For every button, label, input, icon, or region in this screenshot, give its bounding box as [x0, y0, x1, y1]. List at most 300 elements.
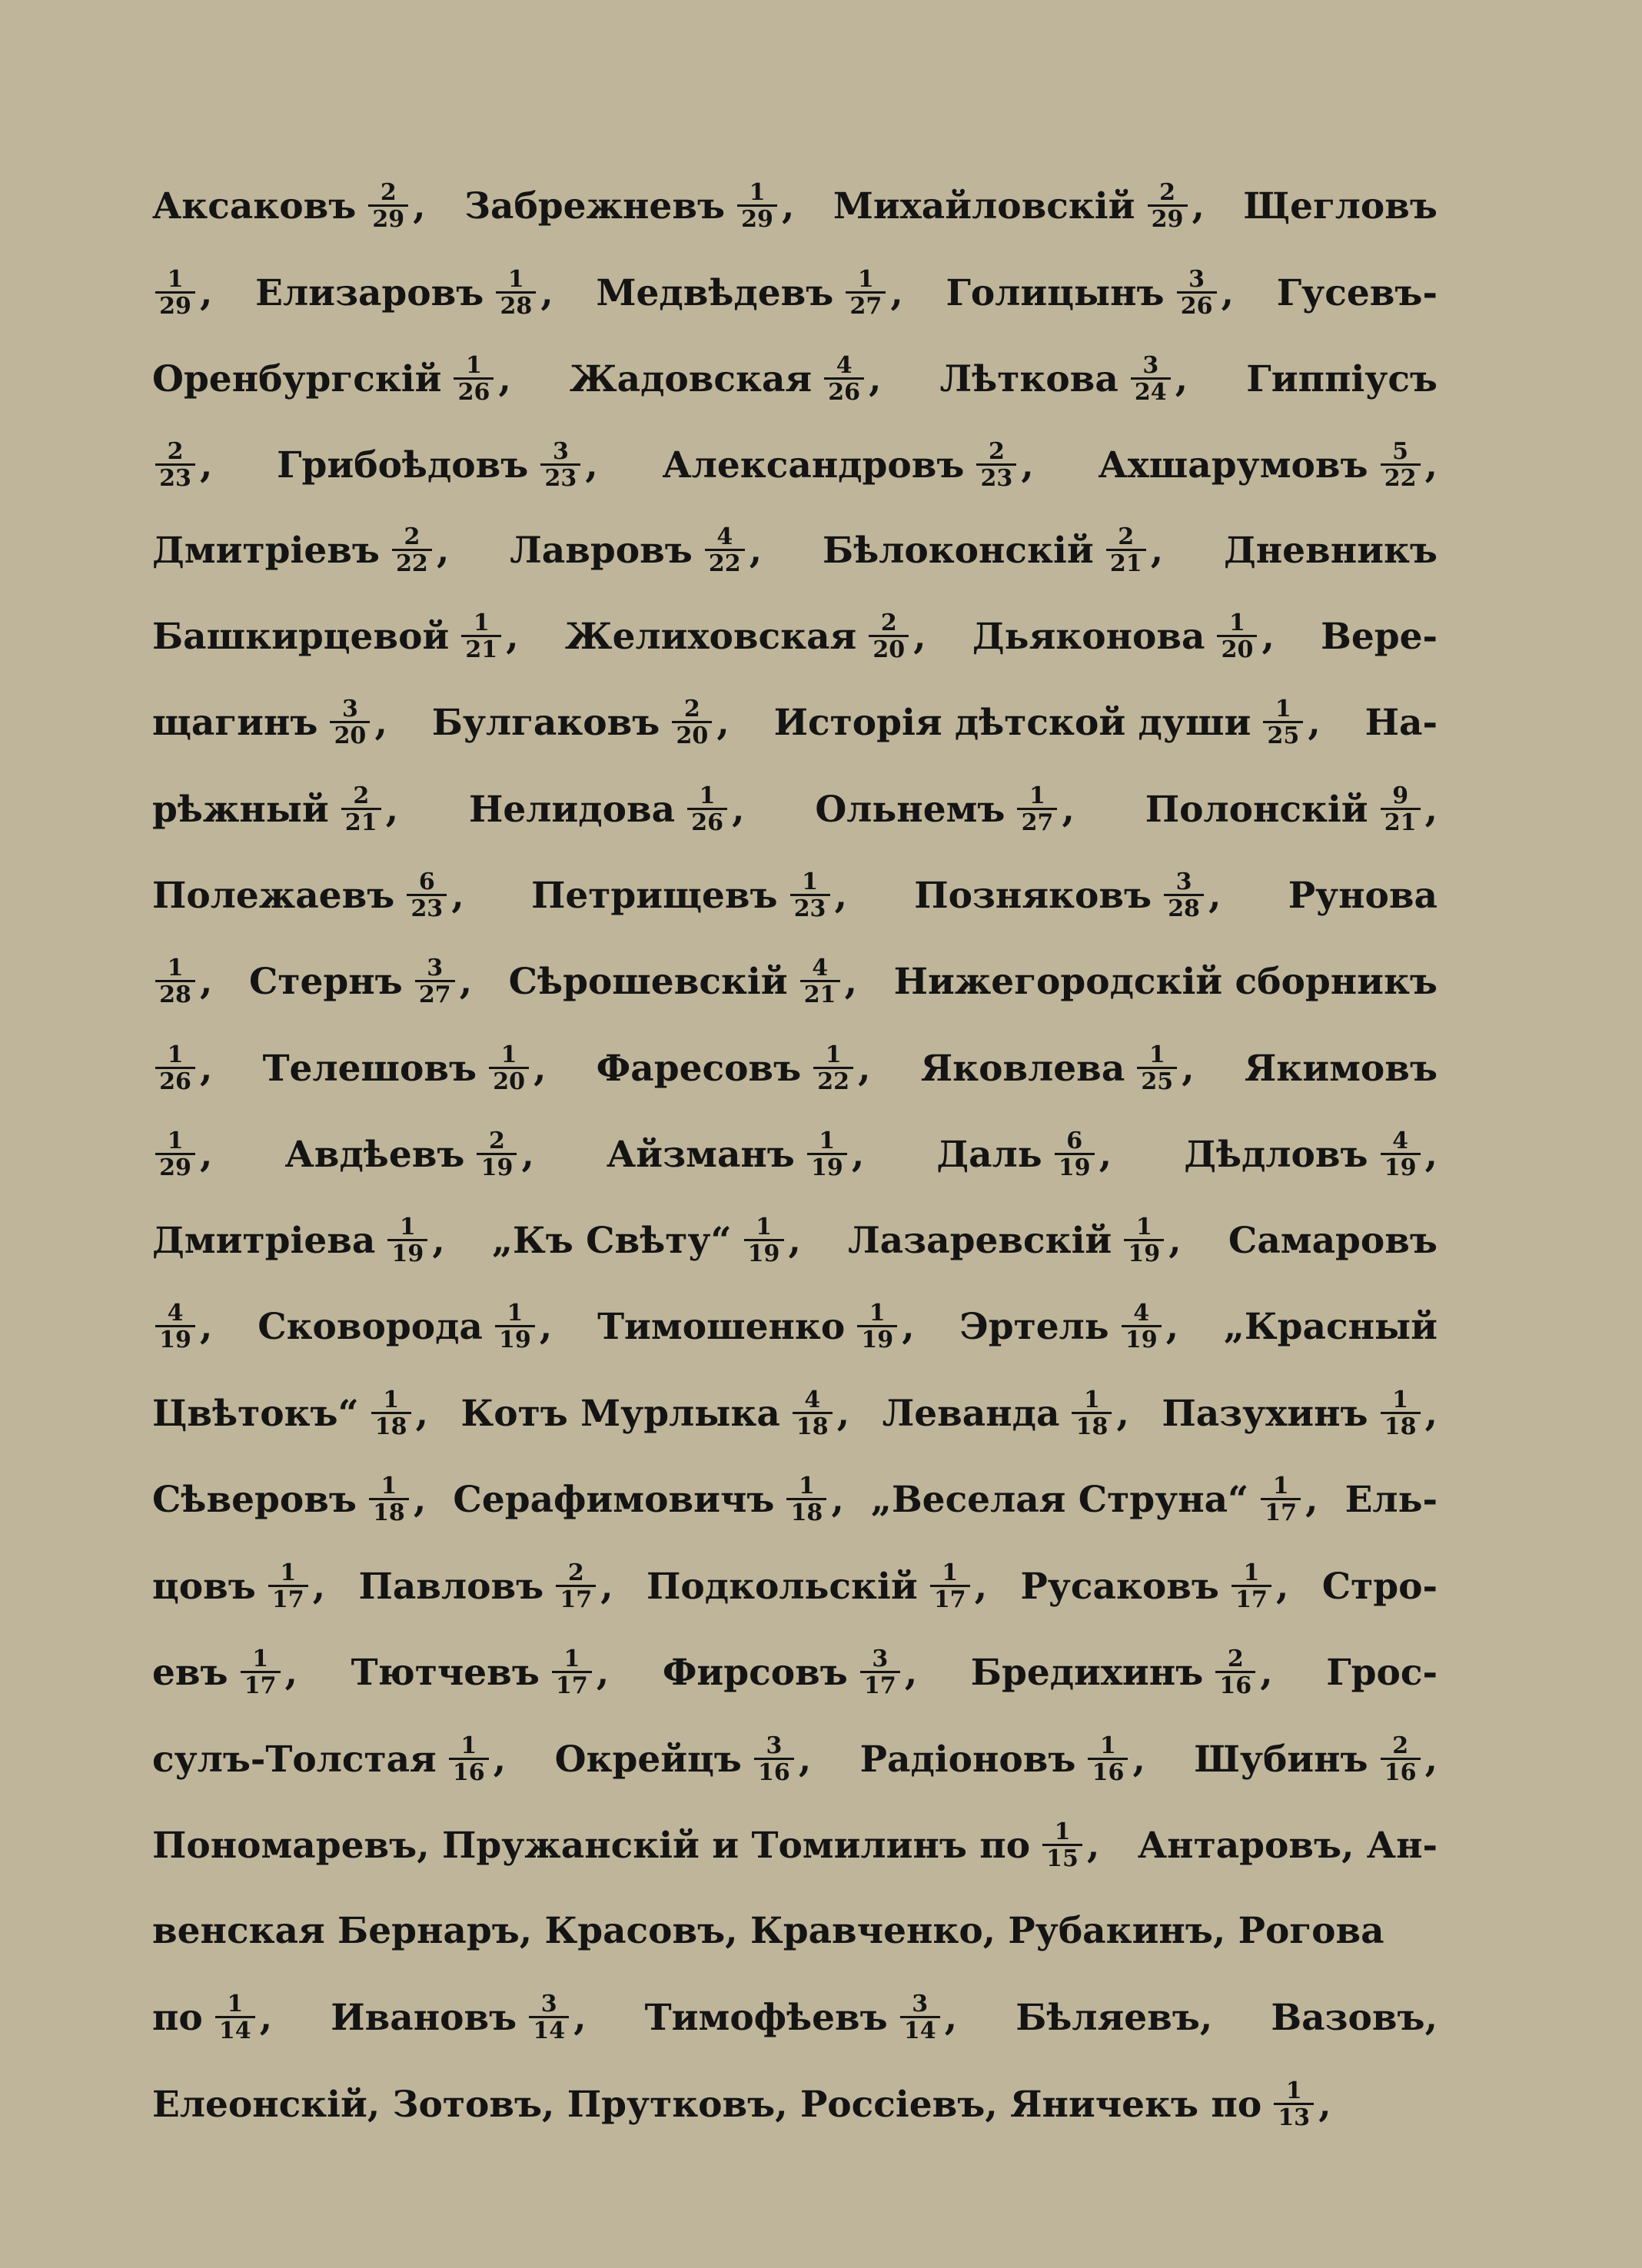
fraction-numerator: 2	[1381, 1735, 1421, 1760]
punctuation: ,	[1424, 443, 1438, 486]
entry	[460, 1386, 850, 1440]
fraction-denominator: 19	[391, 1240, 424, 1267]
entry	[464, 178, 795, 233]
punctuation: ,	[904, 1651, 918, 1694]
fraction	[790, 868, 830, 922]
fraction-numerator: 3	[540, 440, 580, 466]
fraction-denominator: 19	[861, 1326, 894, 1353]
entry	[939, 351, 1188, 406]
fraction	[1072, 1386, 1112, 1440]
entry-name: Елизаровъ	[255, 271, 484, 314]
fraction	[415, 954, 455, 1008]
fraction	[449, 1732, 489, 1786]
punctuation: ,	[259, 1996, 273, 2039]
entry	[1322, 1566, 1438, 1608]
fraction-denominator: 26	[828, 378, 861, 406]
fraction-numerator: 3	[529, 1993, 569, 2018]
entry	[152, 1213, 445, 1267]
entry	[510, 523, 763, 577]
entry	[946, 265, 1234, 320]
entry	[1194, 1732, 1438, 1786]
fraction	[268, 1559, 308, 1613]
fraction-denominator: 16	[1384, 1758, 1417, 1786]
punctuation: ,	[974, 1565, 988, 1608]
fraction-denominator: 21	[1384, 809, 1417, 836]
entry	[1245, 1048, 1438, 1090]
fraction-numerator: 1	[1137, 1044, 1177, 1069]
entry-name: Полонскій	[1145, 788, 1368, 831]
entry	[1271, 1997, 1438, 2039]
fraction-denominator: 14	[903, 2017, 936, 2044]
fraction	[155, 1299, 195, 1353]
punctuation: ,	[539, 1305, 553, 1348]
fraction-numerator: 1	[790, 871, 830, 896]
entry	[1224, 1306, 1438, 1348]
fraction	[813, 1041, 853, 1095]
fraction-numerator: 1	[241, 1648, 281, 1673]
entry-name: Шубинъ	[1194, 1738, 1368, 1781]
fraction	[392, 523, 432, 577]
entry-name: Самаровъ	[1228, 1219, 1438, 1262]
fraction-numerator: 2	[976, 440, 1016, 466]
fraction-numerator: 1	[786, 1475, 826, 1500]
entry-name: Стро-	[1321, 1565, 1438, 1608]
punctuation: ,	[1099, 1133, 1112, 1176]
entry	[152, 1472, 427, 1526]
entry	[258, 1299, 553, 1353]
entry	[152, 1559, 326, 1613]
entry-name: Даль	[936, 1133, 1042, 1176]
fraction-numerator: 4	[705, 526, 745, 551]
entry-name: Исторія дѣтской души	[773, 701, 1251, 744]
entry-name: Пономаревъ, Пружанскій и Томилинъ по	[152, 1824, 1031, 1867]
fraction	[786, 1472, 826, 1526]
entry	[255, 265, 553, 320]
fraction	[155, 1127, 195, 1181]
punctuation: ,	[1192, 184, 1205, 227]
fraction-denominator: 25	[1141, 1068, 1174, 1095]
fraction-denominator: 28	[500, 292, 533, 320]
punctuation: ,	[749, 529, 763, 572]
punctuation: ,	[1275, 1565, 1289, 1608]
punctuation: ,	[498, 357, 511, 400]
entry-name: Стернъ	[248, 960, 403, 1003]
fraction	[1381, 782, 1421, 836]
entry	[1345, 1479, 1438, 1521]
entry	[152, 695, 387, 749]
fraction-numerator: 2	[477, 1130, 517, 1155]
fraction-denominator: 19	[159, 1326, 191, 1353]
entry	[152, 1645, 297, 1699]
punctuation: ,	[851, 1133, 865, 1176]
fraction-numerator: 1	[813, 1044, 853, 1069]
fraction	[489, 1041, 529, 1095]
entry	[351, 1645, 610, 1699]
fraction-numerator: 1	[687, 785, 727, 810]
entry	[152, 265, 213, 320]
fraction	[371, 1386, 411, 1440]
fraction	[1274, 2077, 1314, 2131]
entry	[564, 609, 926, 663]
entry-name: Бредихинъ	[970, 1651, 1204, 1694]
punctuation: ,	[1175, 357, 1188, 400]
fraction-numerator: 4	[155, 1302, 195, 1327]
entry	[959, 1299, 1179, 1353]
entry-name: Русаковъ	[1020, 1565, 1219, 1608]
fraction-numerator: 1	[496, 268, 536, 294]
entry-name: Желиховская	[564, 615, 857, 658]
entry-name: Котъ Мурлыка	[460, 1392, 780, 1435]
entry-name: Вазовъ,	[1271, 1996, 1438, 2039]
fraction-numerator: 1	[369, 1475, 409, 1500]
fraction	[215, 1990, 255, 2044]
entry	[284, 1127, 534, 1181]
fraction	[1088, 1732, 1128, 1786]
entry-name: Сковорода	[258, 1305, 483, 1348]
entry	[596, 265, 903, 320]
punctuation: ,	[944, 1996, 958, 2039]
punctuation: ,	[533, 1047, 547, 1090]
fraction-denominator: 21	[803, 981, 836, 1008]
punctuation: ,	[1087, 1824, 1100, 1867]
entry	[1288, 875, 1438, 917]
fraction	[807, 1127, 847, 1181]
fraction	[1106, 523, 1146, 577]
entry	[152, 1386, 428, 1440]
fraction-denominator: 21	[465, 636, 498, 663]
entry	[662, 1645, 918, 1699]
entry-name: Александровъ	[662, 443, 965, 486]
entry	[1246, 358, 1438, 400]
punctuation: ,	[415, 1392, 428, 1435]
punctuation: ,	[1062, 788, 1075, 831]
entry-name: Дѣдловъ	[1184, 1133, 1368, 1176]
punctuation: ,	[1165, 1305, 1179, 1348]
punctuation: ,	[200, 1133, 213, 1176]
fraction	[241, 1645, 281, 1699]
entry-name: Грибоѣдовъ	[277, 443, 529, 486]
fraction-denominator: 29	[159, 1154, 191, 1181]
text-line	[152, 1543, 1438, 1629]
fraction-numerator: 2	[556, 1562, 596, 1587]
fraction-denominator: 29	[741, 205, 773, 233]
entry	[1224, 530, 1438, 572]
entry	[644, 1990, 958, 2044]
fraction	[1381, 437, 1421, 492]
entry-name: Вере-	[1321, 615, 1438, 658]
fraction-numerator: 1	[215, 1993, 255, 2018]
entry	[606, 1127, 865, 1181]
fraction-numerator: 4	[800, 957, 840, 982]
entry	[358, 1559, 613, 1613]
entry	[152, 2077, 1331, 2131]
text-line	[152, 1370, 1438, 1456]
entry-name: Аксаковъ	[152, 184, 357, 227]
entry-name: Фаресовъ	[596, 1047, 802, 1090]
fraction	[1055, 1127, 1095, 1181]
entry-name: Ель-	[1345, 1478, 1438, 1521]
fraction-denominator: 13	[1278, 2104, 1311, 2131]
text-line	[152, 336, 1438, 422]
entry	[152, 782, 399, 836]
fraction-denominator: 20	[493, 1068, 525, 1095]
fraction	[1381, 1127, 1421, 1181]
fraction-numerator: 3	[330, 698, 370, 723]
entry-name: Телешовъ	[262, 1047, 477, 1090]
fraction-numerator: 9	[1381, 785, 1421, 810]
fraction	[552, 1645, 592, 1699]
fraction-denominator: 29	[372, 205, 405, 233]
punctuation: ,	[1221, 271, 1234, 314]
fraction	[846, 265, 886, 320]
entry-name: по	[152, 1996, 203, 2039]
entry	[1228, 1220, 1438, 1262]
fraction-denominator: 24	[1134, 378, 1167, 406]
fraction-numerator: 1	[930, 1562, 970, 1587]
entry	[152, 1910, 1384, 1952]
text-line	[152, 1283, 1438, 1370]
punctuation: ,	[200, 1305, 213, 1348]
fraction-denominator: 23	[980, 464, 1013, 492]
fraction-numerator: 1	[552, 1648, 592, 1673]
fraction-numerator: 1	[1088, 1735, 1128, 1760]
fraction-denominator: 18	[796, 1413, 829, 1440]
fraction-denominator: 17	[560, 1586, 593, 1613]
entry-name: Булгаковъ	[431, 701, 660, 744]
entry	[262, 1041, 547, 1095]
entry-name: рѣжный	[152, 788, 329, 831]
punctuation: ,	[1424, 1133, 1438, 1176]
entry-name: „Веселая Струна“	[870, 1478, 1249, 1521]
text-line	[152, 593, 1438, 679]
entry	[848, 1213, 1182, 1267]
punctuation: ,	[782, 184, 795, 227]
fraction	[869, 609, 909, 663]
entry	[1138, 1825, 1438, 1867]
entry-name: Гиппіусъ	[1246, 357, 1438, 400]
entry	[882, 1386, 1129, 1440]
entry	[1145, 782, 1438, 836]
fraction	[529, 1990, 569, 2044]
fraction	[1137, 1041, 1177, 1095]
fraction	[496, 265, 536, 320]
fraction-numerator: 1	[387, 1216, 427, 1241]
punctuation: ,	[1424, 1738, 1438, 1781]
fraction-numerator: 2	[1106, 526, 1146, 551]
fraction-numerator: 1	[495, 1302, 535, 1327]
entry-name: цовъ	[152, 1565, 256, 1608]
fraction-numerator: 1	[1381, 1389, 1421, 1414]
fraction-denominator: 17	[1265, 1499, 1298, 1526]
entry	[859, 1732, 1145, 1786]
fraction-denominator: 22	[1384, 464, 1417, 492]
entry	[597, 1299, 915, 1353]
fraction	[155, 265, 195, 320]
punctuation: ,	[596, 1651, 610, 1694]
entry-name: Гусевъ-	[1276, 271, 1438, 314]
punctuation: ,	[573, 1996, 587, 2039]
fraction	[800, 954, 840, 1008]
punctuation: ,	[1132, 1738, 1145, 1781]
fraction-numerator: 6	[407, 871, 447, 896]
fraction-denominator: 20	[1221, 636, 1254, 663]
punctuation: ,	[1424, 788, 1438, 831]
fraction-numerator: 3	[1164, 871, 1204, 896]
entry	[248, 954, 473, 1008]
fraction-denominator: 17	[244, 1672, 277, 1699]
entry	[152, 1127, 213, 1181]
entry-name: Окрейцъ	[554, 1738, 742, 1781]
punctuation: ,	[798, 1738, 812, 1781]
fraction	[824, 351, 864, 406]
punctuation: ,	[506, 615, 519, 658]
fraction-numerator: 1	[449, 1735, 489, 1760]
fraction-denominator: 23	[544, 464, 577, 492]
fraction-denominator: 14	[533, 2017, 566, 2044]
entry	[152, 1818, 1100, 1872]
fraction-denominator: 20	[334, 722, 367, 749]
entry	[152, 1041, 213, 1095]
fraction	[454, 351, 494, 406]
punctuation: ,	[200, 443, 213, 486]
entry	[833, 178, 1205, 233]
fraction-denominator: 22	[708, 550, 741, 577]
fraction-denominator: 27	[1021, 809, 1054, 836]
entry	[1020, 1559, 1289, 1613]
entry	[1277, 272, 1438, 314]
entry-name: Ивановъ	[331, 1996, 517, 2039]
text-line	[152, 1111, 1438, 1197]
entry	[453, 1472, 844, 1526]
fraction-denominator: 19	[1125, 1326, 1158, 1353]
punctuation: ,	[459, 960, 473, 1003]
entry	[773, 695, 1321, 749]
entry	[152, 868, 464, 922]
entry-name: Дмитріева	[152, 1219, 376, 1262]
punctuation: ,	[716, 701, 730, 744]
punctuation: ,	[1150, 529, 1164, 572]
fraction-numerator: 1	[461, 612, 501, 637]
fraction-denominator: 28	[1168, 895, 1200, 922]
punctuation: ,	[831, 1478, 844, 1521]
entry-name: Дьяконова	[972, 615, 1205, 658]
fraction-numerator: 3	[1131, 354, 1171, 380]
fraction-numerator: 1	[1124, 1216, 1164, 1241]
fraction-numerator: 1	[846, 268, 886, 294]
fraction-denominator: 21	[344, 809, 377, 836]
punctuation: ,	[451, 874, 464, 917]
fraction-numerator: 2	[1148, 181, 1188, 207]
entry-name: Лавровъ	[510, 529, 693, 572]
text-line	[152, 422, 1438, 508]
entry	[331, 1990, 587, 2044]
entry	[914, 868, 1222, 922]
entry-name: Лазаревскій	[848, 1219, 1112, 1262]
fraction-denominator: 17	[933, 1586, 966, 1613]
text-line	[152, 1888, 1438, 1974]
fraction-numerator: 1	[744, 1216, 784, 1241]
text-line	[152, 1197, 1438, 1283]
punctuation: ,	[284, 1651, 297, 1694]
entry-name: Радіоновъ	[859, 1738, 1076, 1781]
fraction	[1131, 351, 1171, 406]
fraction-denominator: 23	[410, 895, 444, 922]
entry-name: Михайловскій	[833, 184, 1135, 227]
fraction-denominator: 20	[676, 722, 709, 749]
entry	[569, 351, 882, 406]
punctuation: ,	[902, 1305, 915, 1348]
entry	[1326, 1652, 1438, 1694]
entry-name: Яковлева	[920, 1047, 1125, 1090]
punctuation: ,	[413, 184, 426, 227]
punctuation: ,	[834, 874, 847, 917]
entry-name: Бѣляевъ,	[1015, 1996, 1213, 2039]
fraction-numerator: 1	[1217, 612, 1257, 637]
entry-name: Леванда	[882, 1392, 1060, 1435]
text-line	[152, 1456, 1438, 1542]
fraction-numerator: 1	[155, 1044, 195, 1069]
entry-name: Дмитріевъ	[152, 529, 380, 572]
fraction-numerator: 5	[1381, 440, 1421, 466]
entry-name: Подкольскій	[646, 1565, 918, 1608]
fraction-denominator: 16	[1092, 1758, 1125, 1786]
entry	[1184, 1127, 1438, 1181]
entry	[920, 1041, 1195, 1095]
entry-name: Тимошенко	[597, 1305, 846, 1348]
entry-name: Голицынъ	[946, 271, 1165, 314]
text-line	[152, 2061, 1438, 2147]
fraction-numerator: 1	[1263, 698, 1303, 723]
fraction	[672, 695, 712, 749]
entry	[1015, 1997, 1212, 2039]
entry-name: Жадовская	[569, 357, 813, 400]
fraction-numerator: 1	[857, 1302, 897, 1327]
fraction-denominator: 23	[793, 895, 826, 922]
fraction-denominator: 18	[374, 1413, 407, 1440]
entry	[277, 437, 598, 492]
fraction-numerator: 3	[1177, 268, 1217, 294]
entry	[491, 1213, 801, 1267]
fraction	[1215, 1645, 1255, 1699]
entry	[823, 523, 1164, 577]
entry-name: Сѣверовъ	[152, 1478, 357, 1521]
fraction-numerator: 3	[415, 957, 455, 982]
fraction	[976, 437, 1016, 492]
entry	[152, 351, 511, 406]
entry-name: На-	[1364, 701, 1438, 744]
fraction-numerator: 3	[900, 1993, 940, 2018]
entry-name: Павловъ	[358, 1565, 544, 1608]
fraction-numerator: 2	[672, 698, 712, 723]
entry-name: Айзманъ	[606, 1133, 795, 1176]
fraction	[387, 1213, 427, 1267]
fraction-denominator: 26	[159, 1068, 191, 1095]
fraction-numerator: 1	[1274, 2080, 1314, 2105]
entry-name: Цвѣтокъ“	[152, 1392, 359, 1435]
entry-name: Антаровъ, Ан-	[1137, 1824, 1438, 1867]
entry	[596, 1041, 871, 1095]
punctuation: ,	[521, 1133, 534, 1176]
fraction	[1124, 1213, 1164, 1267]
fraction	[737, 178, 777, 233]
punctuation: ,	[858, 1047, 871, 1090]
entry-name: венская Бернаръ, Красовъ, Кравченко, Рубакинъ, Рогова	[152, 1909, 1384, 1952]
entry-name: Якимовъ	[1244, 1047, 1438, 1090]
entry	[152, 1732, 507, 1786]
entry	[431, 695, 730, 749]
fraction-denominator: 19	[499, 1326, 531, 1353]
fraction-numerator: 4	[824, 354, 864, 380]
